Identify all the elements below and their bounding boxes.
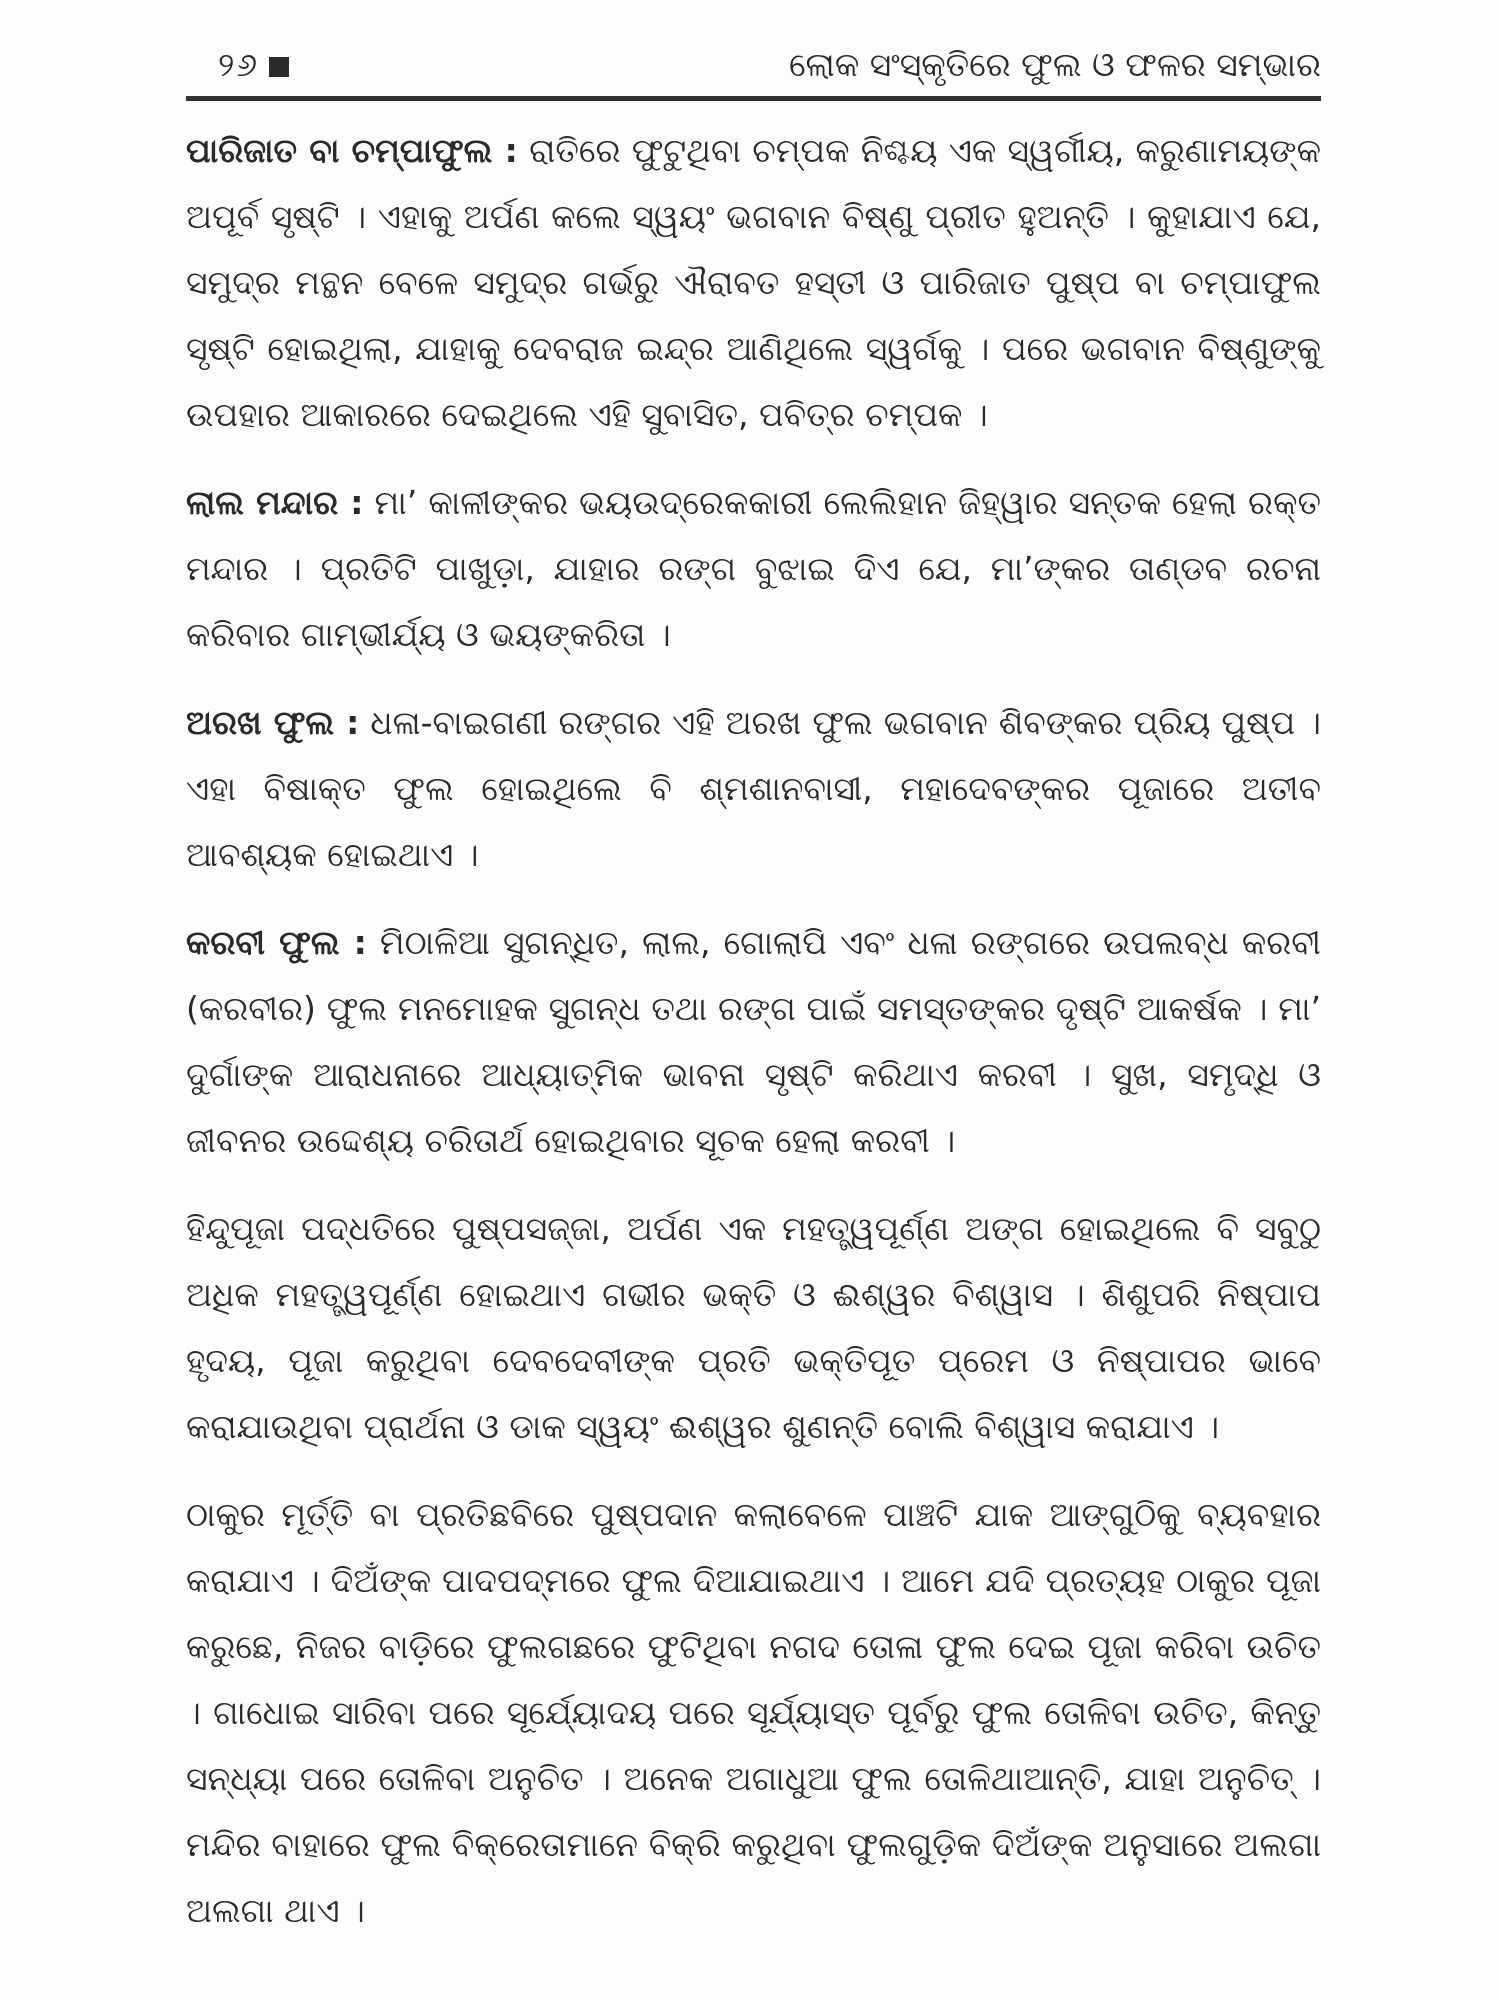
entry-text: ମା’ କାଳୀଙ୍କର ଭୟଉଦ୍ରେକକାରୀ ଲେଲିହାନ ଜିହ୍ୱାର ସନ୍ତକ ହେଲା ରକ୍ତ ମନ୍ଦାର । ପ୍ରତିଟି ପାଖୁଡ଼ା, ଯାହାର ରଙ୍ଗ ବୁଝାଇ ଦିଏ ଯେ, ମା’ଙ୍କର ତାଣ୍ଡବ ରଚନା କରିବାର ଗାମ୍ଭୀର୍ଯ୍ୟ ଓ ଭୟଙ୍କରିତା । xyxy=(186,483,1321,654)
entry-term: ଲାଲ ମନ୍ଦାର : xyxy=(186,483,364,522)
header-rule xyxy=(186,96,1321,101)
square-ornament-icon xyxy=(269,57,289,77)
entry-lal-mandar xyxy=(186,470,1321,668)
running-title: ଲୋକ ସଂସ୍କୃତିରେ ଫୁଲ ଓ ଫଳର ସମ୍ଭାର xyxy=(788,45,1321,84)
entry-term: ପାରିଜାତ ବା ଚମ୍ପାଫୁଲ : xyxy=(186,131,518,170)
entry-term: କରବୀ ଫୁଲ : xyxy=(186,923,367,962)
entry-text: ରାତିରେ ଫୁଟୁଥିବା ଚମ୍ପକ ନିଶ୍ଚୟ ଏକ ସ୍ୱର୍ଗୀୟ, କରୁଣାମୟଙ୍କ ଅପୂର୍ବ ସୃଷ୍ଟି । ଏହାକୁ ଅର୍ପଣ କଲେ ସ୍ୱୟଂ ଭଗବାନ ବିଷ୍ଣୁ ପ୍ରୀତ ହୁଅନ୍ତି । କୁହାଯାଏ ଯେ, ସମୁଦ୍ର ମନ୍ଥନ ବେଳେ ସମୁଦ୍ର ଗର୍ଭରୁ ଐରାବତ ହସ୍ତୀ ଓ ପାରିଜାତ ପୁଷ୍ପ ବା ଚମ୍ପାଫୁଲ ସୃଷ୍ଟି ହୋଇଥିଲା, ଯାହାକୁ ଦେବରାଜ ଇନ୍ଦ୍ର ଆଣିଥିଲେ ସ୍ୱର୍ଗକୁ । ପରେ ଭଗବାନ ବିଷ୍ଣୁଙ୍କୁ ଉପହାର ଆକାରରେ ଦେଇଥିଲେ ଏହି ସୁବାସିତ, ପବିତ୍ର ଚମ୍ପକ । xyxy=(186,131,1321,434)
entry-text: ଧଳା-ବାଇଗଣୀ ରଙ୍ଗର ଏହି ଅରଖ ଫୁଲ ଭଗବାନ ଶିବଙ୍କର ପ୍ରିୟ ପୁଷ୍ପ । ଏହା ବିଷାକ୍ତ ଫୁଲ ହୋଇଥିଲେ ବି ଶ୍ମଶାନବାସୀ, ମହାଦେବଙ୍କର ପୂଜାରେ ଅତୀବ ଆବଶ୍ୟକ ହୋଇଥାଏ । xyxy=(186,703,1321,874)
entry-parijata xyxy=(186,118,1321,448)
entry-term: ଅରଖ ଫୁଲ : xyxy=(186,703,360,742)
page-header xyxy=(186,40,1321,90)
entry-text: ମିଠାଳିଆ ସୁଗନ୍ଧିତ, ଲାଲ, ଗୋଲାପି ଏବଂ ଧଳା ରଙ୍ଗରେ ଉପଲବ୍ଧ କରବୀ (କରବୀର) ଫୁଲ ମନମୋହକ ସୁଗନ୍ଧ ତଥା ରଙ୍ଗ ପାଇଁ ସମସ୍ତଙ୍କର ଦୃଷ୍ଟି ଆକର୍ଷକ । ମା’ ଦୁର୍ଗାଙ୍କ ଆରାଧନାରେ ଆଧ୍ୟାତ୍ମିକ ଭାବନା ସୃଷ୍ଟି କରିଥାଏ କରବୀ । ସୁଖ, ସମୃଦ୍ଧି ଓ ଜୀବନର ଉଦ୍ଦେଶ୍ୟ ଚରିତାର୍ଥ ହୋଇଥିବାର ସୂଚକ ହେଲା କରବୀ । xyxy=(186,923,1321,1160)
page-number-block xyxy=(218,40,289,90)
entry-arakha xyxy=(186,690,1321,888)
page-number: ୨୬ xyxy=(218,45,260,84)
paragraph-worship: ହିନ୍ଦୁପୂଜା ପଦ୍ଧତିରେ ପୁଷ୍ପସଜ୍ଜା, ଅର୍ପଣ ଏକ ମହତ୍ତ୍ୱପୂର୍ଣ୍ଣ ଅଙ୍ଗ ହୋଇଥିଲେ ବି ସବୁଠୁ ଅଧିକ ମହତ୍ତ୍ୱପୂର୍ଣ୍ଣ ହୋଇଥାଏ ଗଭୀର ଭକ୍ତି ଓ ଈଶ୍ୱର ବିଶ୍ୱାସ । ଶିଶୁପରି ନିଷ୍ପାପ ହୃଦୟ, ପୂଜା କରୁଥିବା ଦେବଦେବୀଙ୍କ ପ୍ରତି ଭକ୍ତିପୂତ ପ୍ରେମ ଓ ନିଷ୍ପାପର ଭାବେ କରାଯାଉଥିବା ପ୍ରାର୍ଥନା ଓ ଡାକ ସ୍ୱୟଂ ଈଶ୍ୱର ଶୁଣନ୍ତି ବୋଲି ବିଶ୍ୱାସ କରାଯାଏ । xyxy=(186,1209,1321,1446)
paragraph-offering-rules: ଠାକୁର ମୂର୍ତ୍ତି ବା ପ୍ରତିଛବିରେ ପୁଷ୍ପଦାନ କଲାବେଳେ ପାଞ୍ଚଟି ଯାକ ଆଙ୍ଗୁଠିକୁ ବ୍ୟବହାର କରାଯାଏ । ଦିଅଁଙ୍କ ପାଦପଦ୍ମରେ ଫୁଲ ଦିଆଯାଇଥାଏ । ଆମେ ଯଦି ପ୍ରତ୍ୟହ ଠାକୁର ପୂଜା କରୁଛେ, ନିଜର ବାଡ଼ିରେ ଫୁଲଗଛରେ ଫୁଟିଥିବା ନଗଦ ତୋଳା ଫୁଲ ଦେଇ ପୂଜା କରିବା ଉଚିତ । ଗାଧୋଇ ସାରିବା ପରେ ସୂର୍ଯ୍ୟୋଦୟ ପରେ ସୂର୍ଯ୍ୟାସ୍ତ ପୂର୍ବରୁ ଫୁଲ ତୋଳିବା ଉଚିତ, କିନ୍ତୁ ସନ୍ଧ୍ୟା ପରେ ତୋଳିବା ଅନୁଚିତ । ଅନେକ ଅଗାଧୁଆ ଫୁଲ ତୋଳିଥାଆନ୍ତି, ଯାହା ଅନୁଚିତ୍ । ମନ୍ଦିର ବାହାରେ ଫୁଲ ବିକ୍ରେତାମାନେ ବିକ୍ରି କରୁଥିବା ଫୁଲଗୁଡ଼ିକ ଦିଅଁଙ୍କ ଅନୁସାରେ ଅଲଗା ଅଲଗା ଥାଏ । xyxy=(186,1495,1321,1930)
body-text xyxy=(186,118,1321,1966)
entry-karabi xyxy=(186,910,1321,1174)
